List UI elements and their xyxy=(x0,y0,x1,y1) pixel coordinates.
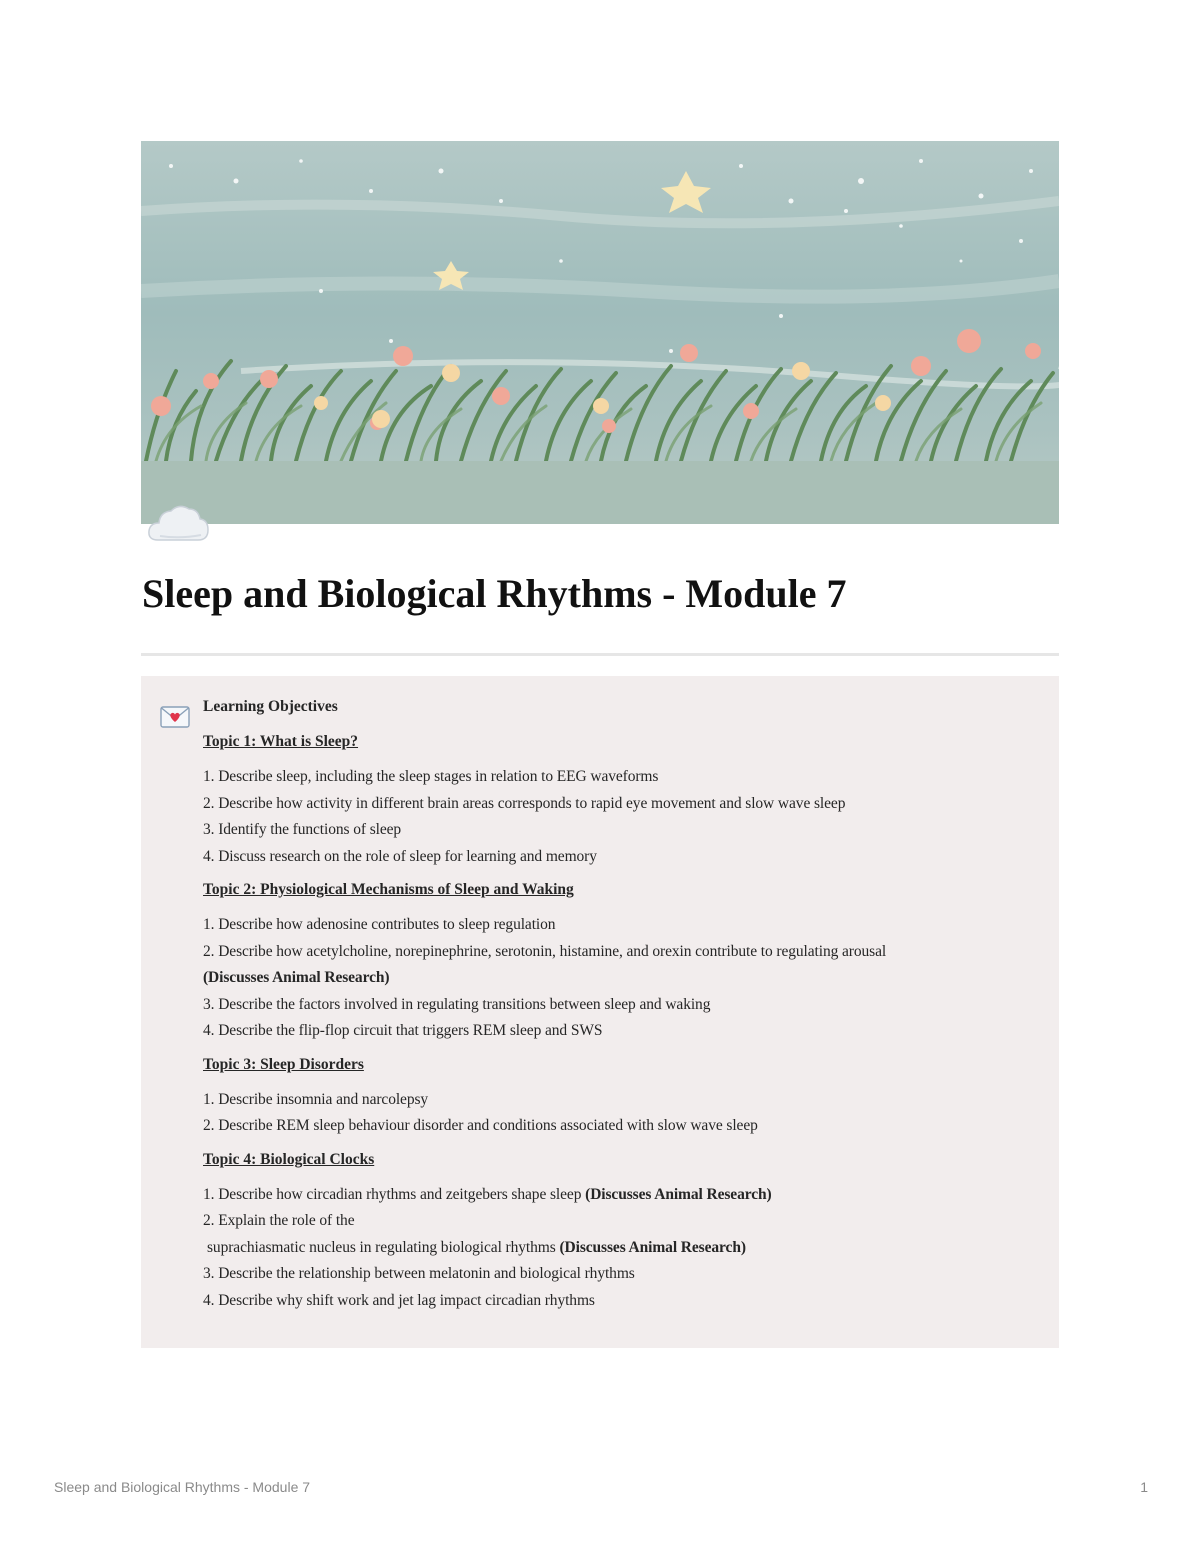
topic-4-heading: Topic 4: Biological Clocks xyxy=(203,1150,375,1168)
list-item: 2. Describe how acetylcholine, norepinephrine, serotonin, histamine, and orexin contribute to regulating arousal xyxy=(203,942,887,960)
list-item: 3. Describe the relationship between melatonin and biological rhythms xyxy=(203,1265,635,1282)
topic-2-heading: Topic 2: Physiological Mechanisms of Sleep and Waking xyxy=(203,881,574,898)
list-item: 1. Describe insomnia and narcolepsy xyxy=(203,1090,429,1108)
footer-title: Sleep and Biological Rhythms - Module 7 xyxy=(54,1479,311,1495)
topic-1-list xyxy=(203,764,1033,870)
love-letter-icon xyxy=(159,702,191,730)
list-item xyxy=(203,1235,1033,1262)
page-title: Sleep and Biological Rhythms - Module 7 xyxy=(142,571,847,616)
topic-2-list xyxy=(203,912,1033,1045)
topic-4-list xyxy=(203,1182,1033,1315)
list-item: 3. Identify the functions of sleep xyxy=(203,821,402,838)
title-divider xyxy=(141,653,1059,656)
topic-1-heading: Topic 1: What is Sleep? xyxy=(203,733,359,750)
list-item: 3. Describe the factors involved in regulating transitions between sleep and waking xyxy=(203,995,711,1013)
list-item: 4. Discuss research on the role of sleep for learning and memory xyxy=(203,847,597,865)
list-item xyxy=(203,965,1033,992)
list-item: 2. Describe how activity in different brain areas corresponds to rapid eye movement and slow wave sleep xyxy=(203,794,846,812)
objectives-content xyxy=(203,694,1033,1321)
list-item: 1. Describe how adenosine contributes to sleep regulation xyxy=(203,916,556,933)
cloud-icon xyxy=(146,500,210,546)
topic-3-heading: Topic 3: Sleep Disorders xyxy=(203,1055,364,1073)
list-item: 4. Describe the flip-flop circuit that triggers REM sleep and SWS xyxy=(203,1022,603,1039)
animal-research-tag: (Discusses Animal Research) xyxy=(203,969,390,986)
list-item: 2. Explain the role of the xyxy=(203,1212,355,1229)
animal-research-tag: (Discusses Animal Research) xyxy=(559,1238,746,1256)
cover-image xyxy=(141,141,1059,524)
topic-3-list xyxy=(203,1087,1033,1140)
page-number: 1 xyxy=(1140,1479,1148,1495)
list-item: 2. Describe REM sleep behaviour disorder and conditions associated with slow wave sleep xyxy=(203,1117,758,1134)
list-item-text: suprachiasmatic nucleus in regulating biological rhythms xyxy=(207,1238,556,1256)
objectives-heading: Learning Objectives xyxy=(203,698,338,715)
list-item xyxy=(203,1182,1033,1209)
list-item: 4. Describe why shift work and jet lag impact circadian rhythms xyxy=(203,1291,595,1309)
animal-research-tag: (Discusses Animal Research) xyxy=(585,1185,772,1203)
list-item: 1. Describe sleep, including the sleep stages in relation to EEG waveforms xyxy=(203,768,659,785)
list-item-text: 1. Describe how circadian rhythms and zeitgebers shape sleep xyxy=(203,1185,582,1203)
